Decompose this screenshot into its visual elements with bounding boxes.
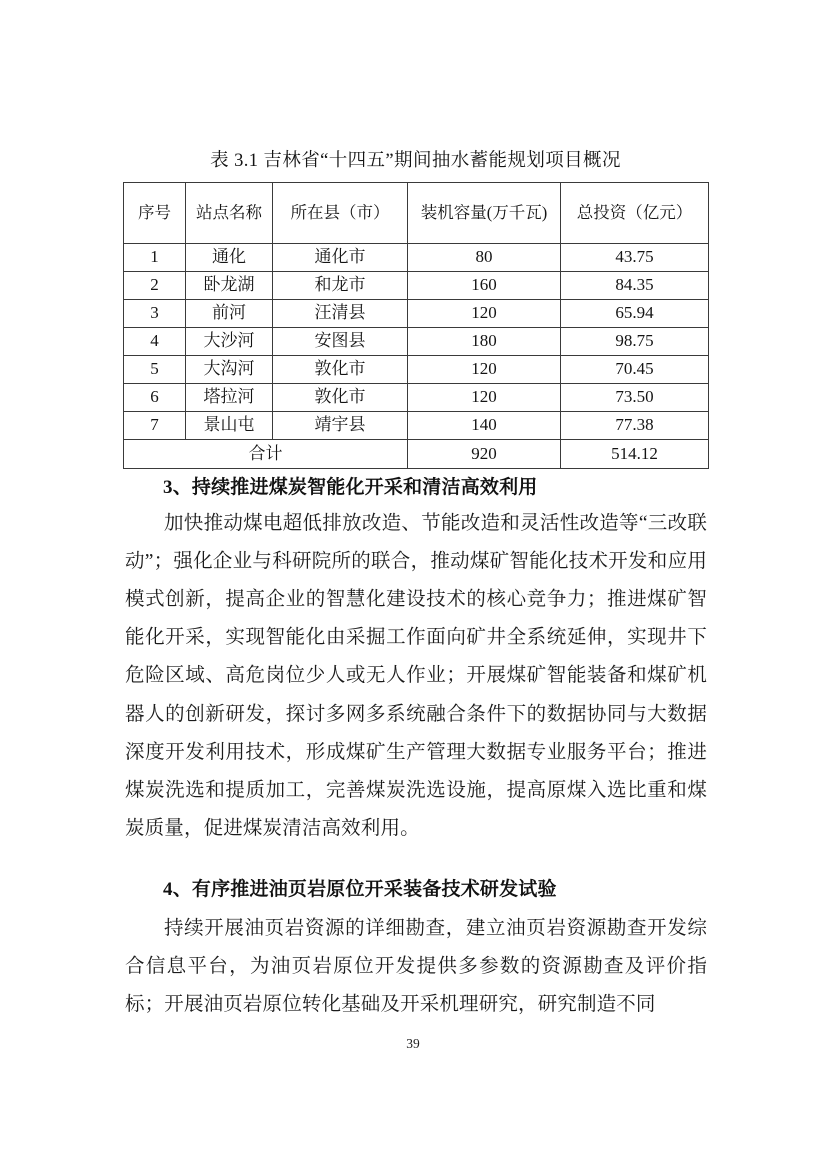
cell-index: 4 bbox=[124, 328, 186, 356]
cell-county: 和龙市 bbox=[273, 272, 408, 300]
column-header-index: 序号 bbox=[124, 183, 186, 244]
cell-total-label: 合计 bbox=[124, 440, 408, 469]
table-caption: 表 3.1 吉林省“十四五”期间抽水蓄能规划项目概况 bbox=[210, 151, 621, 171]
cell-county: 敦化市 bbox=[273, 356, 408, 384]
cell-capacity: 180 bbox=[408, 328, 561, 356]
cell-station-name: 景山屯 bbox=[186, 412, 273, 440]
cell-index: 2 bbox=[124, 272, 186, 300]
cell-station-name: 前河 bbox=[186, 300, 273, 328]
table-row bbox=[124, 328, 709, 356]
cell-capacity: 120 bbox=[408, 356, 561, 384]
section-heading-4: 4、有序推进油页岩原位开采装备技术研发试验 bbox=[163, 879, 557, 900]
cell-county: 汪清县 bbox=[273, 300, 408, 328]
cell-station-name: 大沟河 bbox=[186, 356, 273, 384]
cell-capacity: 120 bbox=[408, 300, 561, 328]
cell-capacity: 160 bbox=[408, 272, 561, 300]
cell-total-investment: 514.12 bbox=[561, 440, 709, 469]
cell-investment: 84.35 bbox=[561, 272, 709, 300]
cell-station-name: 大沙河 bbox=[186, 328, 273, 356]
cell-station-name: 塔拉河 bbox=[186, 384, 273, 412]
table-row bbox=[124, 356, 709, 384]
body-section-3 bbox=[125, 474, 707, 848]
cell-capacity: 80 bbox=[408, 244, 561, 272]
table-total-row bbox=[124, 440, 709, 469]
table-row bbox=[124, 244, 709, 272]
column-header-station-name: 站点名称 bbox=[186, 183, 273, 244]
body-section-4-paragraph-wrap bbox=[125, 910, 707, 1025]
cell-index: 6 bbox=[124, 384, 186, 412]
table-row bbox=[124, 272, 709, 300]
cell-index: 1 bbox=[124, 244, 186, 272]
cell-capacity: 120 bbox=[408, 384, 561, 412]
cell-total-capacity: 920 bbox=[408, 440, 561, 469]
table-row bbox=[124, 384, 709, 412]
cell-investment: 98.75 bbox=[561, 328, 709, 356]
cell-station-name: 通化 bbox=[186, 244, 273, 272]
cell-investment: 70.45 bbox=[561, 356, 709, 384]
section-paragraph-3: 加快推动煤电超低排放改造、节能改造和灵活性改造等“三改联动”；强化企业与科研院所的联合，推动煤矿智能化技术开发和应用模式创新，提高企业的智慧化建设技术的核心竞争力；推进煤矿智能化开采，实现智能化由采掘工作面向矿井全系统延伸，实现井下危险区域、高危岗位少人或无人作业；开展煤矿智能装备和煤矿机器人的创新研发，探讨多网多系统融合条件下的数据协同与大数据深度开发利用技术，形成煤矿生产管理大数据专业服务平台；推进煤炭洗选和提质加工，完善煤炭洗选设施，提高原煤入选比重和煤炭质量，促进煤炭清洁高效利用。 bbox=[125, 512, 707, 840]
cell-county: 靖宇县 bbox=[273, 412, 408, 440]
pumped-storage-projects-table bbox=[123, 182, 708, 469]
section-paragraph-4: 持续开展油页岩资源的详细勘查，建立油页岩资源勘查开发综合信息平台，为油页岩原位开发提供多参数的资源勘查及评价指标；开展油页岩原位转化基础及开采机理研究，研究制造不同 bbox=[125, 918, 707, 1016]
column-header-county: 所在县（市） bbox=[273, 183, 408, 244]
cell-investment: 65.94 bbox=[561, 300, 709, 328]
cell-station-name: 卧龙湖 bbox=[186, 272, 273, 300]
table-row bbox=[124, 412, 709, 440]
cell-county: 安图县 bbox=[273, 328, 408, 356]
cell-index: 5 bbox=[124, 356, 186, 384]
table-header-row bbox=[124, 183, 709, 244]
page-number: 39 bbox=[406, 1036, 420, 1051]
cell-index: 7 bbox=[124, 412, 186, 440]
cell-capacity: 140 bbox=[408, 412, 561, 440]
column-header-capacity: 装机容量(万千瓦) bbox=[408, 183, 561, 244]
cell-investment: 73.50 bbox=[561, 384, 709, 412]
cell-county: 敦化市 bbox=[273, 384, 408, 412]
cell-investment: 77.38 bbox=[561, 412, 709, 440]
body-section-4-heading-wrap bbox=[125, 876, 707, 907]
section-heading-3: 3、持续推进煤炭智能化开采和清洁高效利用 bbox=[163, 477, 538, 498]
cell-investment: 43.75 bbox=[561, 244, 709, 272]
column-header-investment: 总投资（亿元） bbox=[561, 183, 709, 244]
cell-county: 通化市 bbox=[273, 244, 408, 272]
cell-index: 3 bbox=[124, 300, 186, 328]
table-row bbox=[124, 300, 709, 328]
